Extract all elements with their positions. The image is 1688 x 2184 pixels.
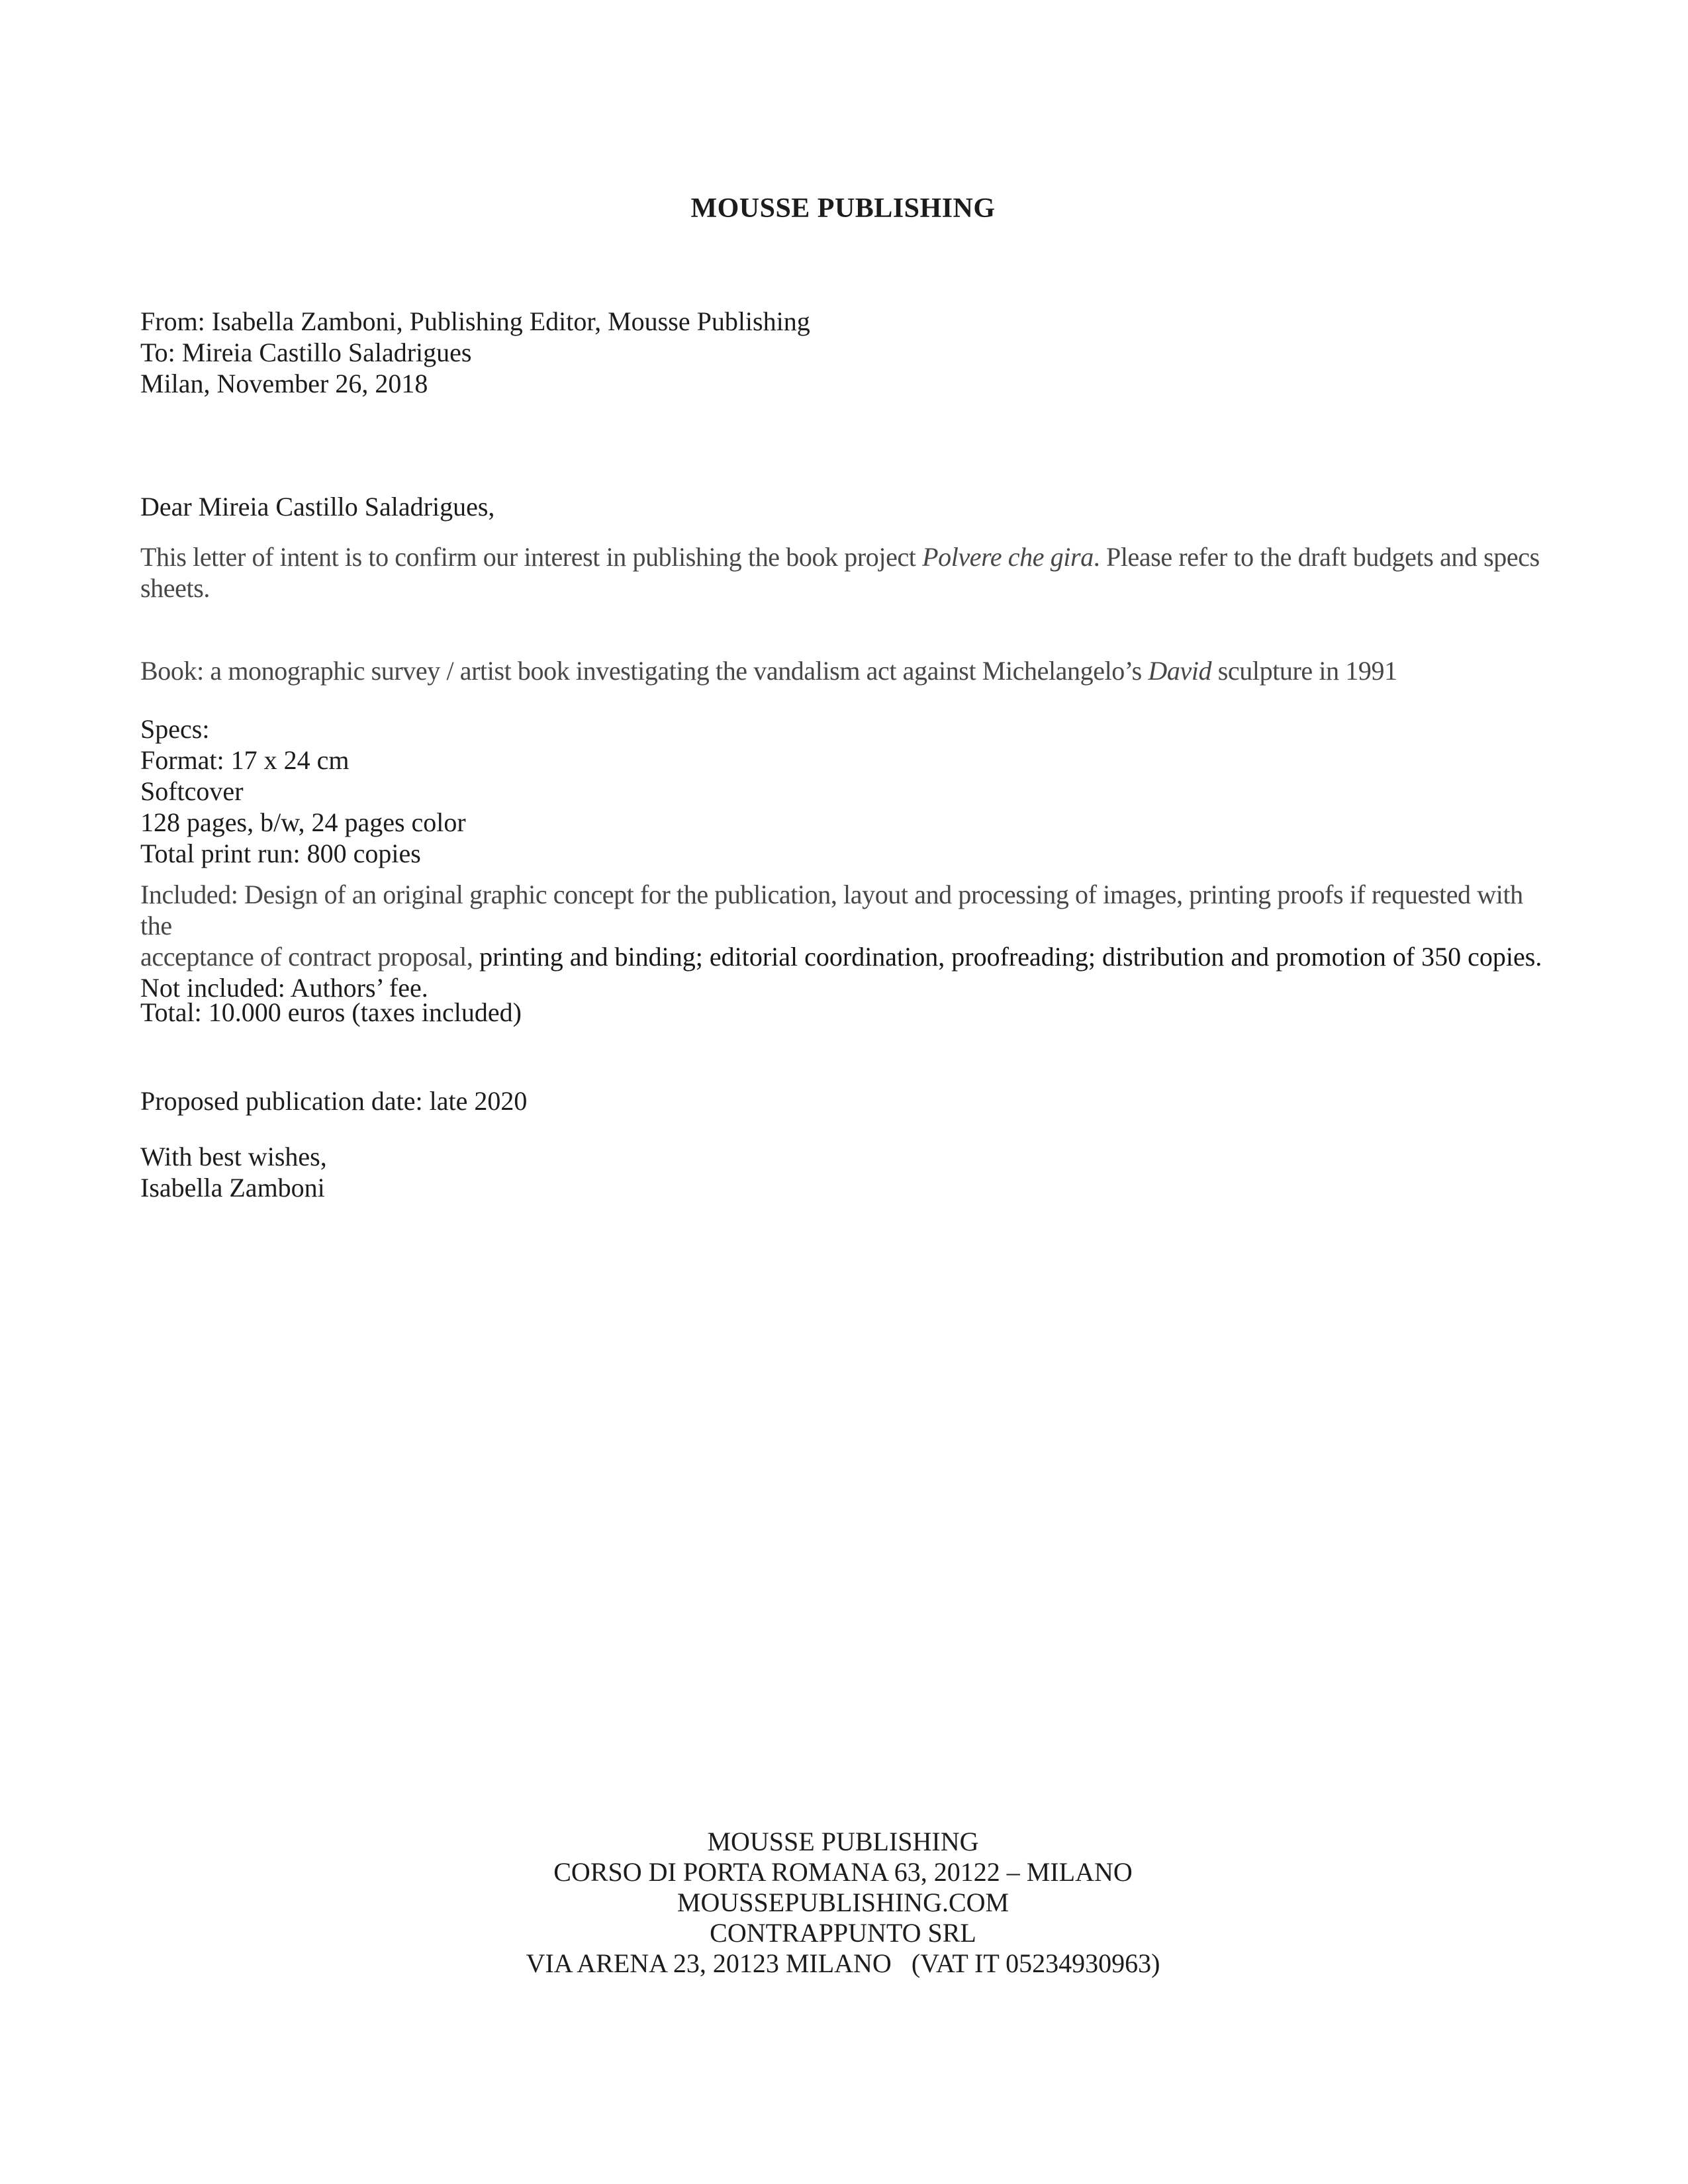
total-block [140,997,1546,1028]
total-line: Total: 10.000 euros (taxes included) [140,997,522,1027]
greeting: Dear Mireia Castillo Saladrigues, [140,492,495,522]
publication-date-block [140,1085,1546,1116]
letter-footer [140,1827,1546,1979]
spec-line-print-run: Total print run: 800 copies [140,839,421,868]
intro-line-1-post: . Please refer to the draft budgets and specs [1093,542,1540,572]
book-title-italic: Polvere che gira [922,542,1094,572]
intro-line-1-pre: This letter of intent is to confirm our interest in publishing the book project [140,542,923,572]
specs-heading: Specs: [140,714,210,744]
spec-line-cover: Softcover [140,776,244,806]
letterhead [140,193,1546,224]
dateline: Milan, November 26, 2018 [140,369,428,398]
to-line: To: Mireia Castillo Saladrigues [140,338,472,367]
publication-date-line: Proposed publication date: late 2020 [140,1086,528,1116]
letter-meta-block [140,306,1546,399]
included-line-2-light: acceptance of contract proposal, [140,942,480,972]
book-description-line [140,655,1546,686]
not-included-line: Not included: Authors’ fee. [140,973,428,1003]
book-description-pre: Book: a monographic survey / artist book investigating the vandalism act against Michelangelo’s [140,656,1149,686]
closing-salutation: With best wishes, [140,1142,327,1171]
letterhead-title: MOUSSE PUBLISHING [690,193,996,224]
david-italic: David [1148,656,1212,686]
book-description-post: sculpture in 1991 [1211,656,1397,686]
specs-block [140,713,1546,869]
spec-line-format: Format: 17 x 24 cm [140,745,350,775]
included-line-1: Included: Design of an original graphic concept for the publication, layout and processing of images, printing proofs if requested with the [140,880,1530,940]
book-description-block [140,655,1546,686]
footer-website: MOUSSEPUBLISHING.COM [677,1888,1009,1917]
included-paragraph [140,879,1546,1003]
footer-address-line: CORSO DI PORTA ROMANA 63, 20122 – MILANO [553,1857,1133,1887]
from-line: From: Isabella Zamboni, Publishing Editor, Mousse Publishing [140,306,810,336]
included-line-2 [140,941,1546,972]
footer-legal-entity: CONTRAPPUNTO SRL [710,1918,976,1948]
footer-company-name: MOUSSE PUBLISHING [707,1827,979,1856]
footer-vat-line: VIA ARENA 23, 20123 MILANO (VAT IT 05234930963) [526,1948,1160,1978]
closing-block [140,1141,1546,1203]
closing-signature: Isabella Zamboni [140,1173,325,1203]
included-line-2-rest: printing and binding; editorial coordination, proofreading; distribution and promotion of 350 copies. [479,942,1542,972]
greeting-block [140,491,1546,522]
intro-paragraph [140,541,1546,604]
intro-line-1 [140,541,1546,572]
spec-line-pages: 128 pages, b/w, 24 pages color [140,807,466,837]
intro-line-2: sheets. [140,573,210,603]
